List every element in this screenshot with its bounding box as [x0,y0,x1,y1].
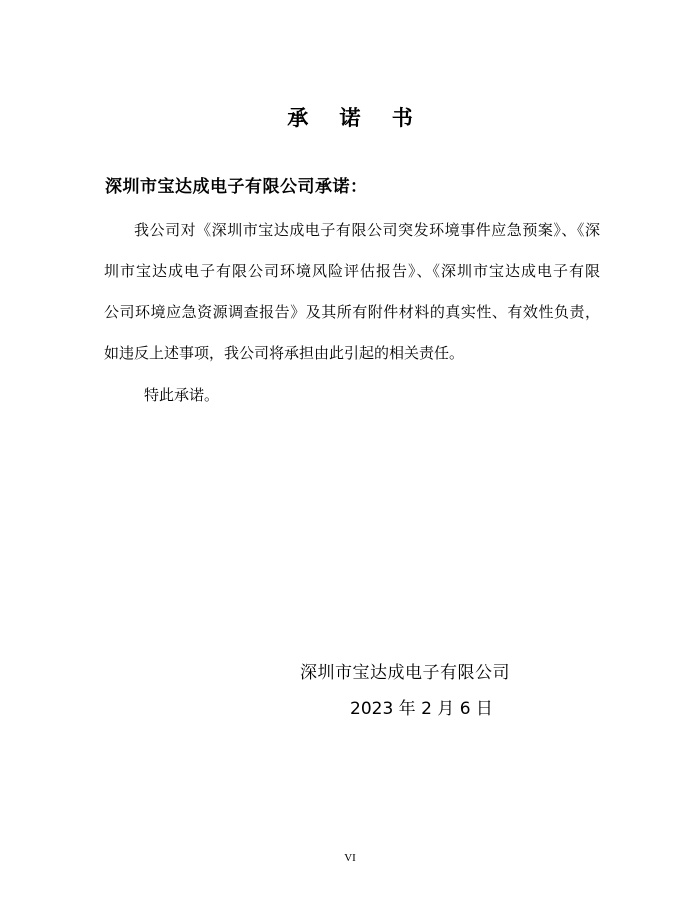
closing-statement: 特此承诺。 [144,386,220,404]
body-paragraph-line: 圳市宝达成电子有限公司环境风险评估报告》、《深圳市宝达成电子有限 [104,262,600,280]
addressee-line: 深圳市宝达成电子有限公司承诺： [105,177,368,197]
body-paragraph-line: 公司环境应急资源调查报告》及其所有附件材料的真实性、有效性负责， [104,303,600,321]
page-number: VI [344,852,356,864]
body-paragraph-line: 如违反上述事项，我公司将承担由此引起的相关责任。 [104,344,465,362]
body-paragraph-line: 我公司对《深圳市宝达成电子有限公司突发环境事件应急预案》、《深 [134,221,600,239]
document-title: 承 诺 书 [287,106,425,130]
signature-company: 深圳市宝达成电子有限公司 [300,663,510,683]
signature-date: 2023 年 2 月 6 日 [350,699,493,719]
